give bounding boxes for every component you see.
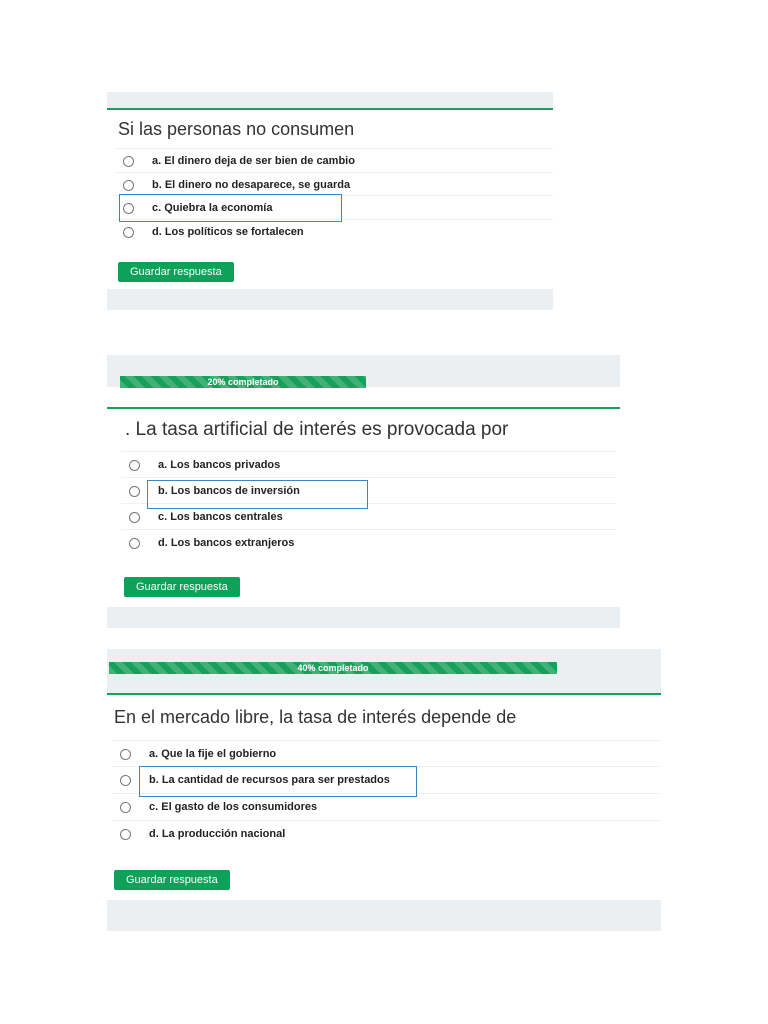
selected-answer-highlight — [139, 766, 417, 797]
accent-line — [107, 693, 661, 695]
option-label: a. Que la fije el gobierno — [149, 748, 277, 760]
radio-icon[interactable] — [129, 538, 140, 549]
save-answer-button[interactable]: Guardar respuesta — [114, 870, 230, 890]
radio-icon[interactable] — [120, 775, 131, 786]
option-d[interactable] — [112, 820, 661, 847]
progress-label: 20% completado — [207, 377, 279, 387]
progress-bar — [109, 662, 557, 674]
progress-bar — [120, 376, 366, 388]
selected-answer-highlight — [119, 194, 342, 222]
option-a[interactable] — [115, 148, 553, 173]
option-label: b. El dinero no desaparece, se guarda — [152, 179, 351, 191]
option-label: c. El gasto de los consumidores — [149, 801, 318, 813]
option-c[interactable] — [112, 793, 661, 820]
option-a[interactable] — [112, 740, 661, 767]
option-label: c. Quiebra la economía — [152, 202, 273, 214]
option-label: a. Los bancos privados — [158, 459, 281, 471]
option-label: c. Los bancos centrales — [158, 511, 283, 523]
radio-icon[interactable] — [129, 460, 140, 471]
radio-icon[interactable] — [123, 180, 134, 191]
progress-label: 40% completado — [297, 663, 369, 673]
accent-line — [107, 407, 620, 409]
footer-strip — [107, 900, 661, 931]
quiz-block-1 — [107, 92, 553, 310]
radio-icon[interactable] — [129, 512, 140, 523]
quiz-block-2 — [107, 355, 620, 628]
option-d[interactable] — [115, 219, 553, 244]
quiz-block-3 — [107, 649, 661, 931]
option-label: d. Los políticos se fortalecen — [152, 226, 304, 238]
footer-strip — [107, 607, 620, 628]
radio-icon[interactable] — [120, 802, 131, 813]
question-text: En el mercado libre, la tasa de interés depende de — [114, 707, 517, 727]
option-label: b. Los bancos de inversión — [158, 485, 300, 497]
option-label: a. El dinero deja de ser bien de cambio — [152, 155, 355, 167]
option-d[interactable] — [121, 529, 616, 556]
option-a[interactable] — [121, 451, 616, 478]
radio-icon[interactable] — [123, 156, 134, 167]
question-text: . La tasa artificial de interés es provocada por — [125, 419, 509, 440]
radio-icon[interactable] — [129, 486, 140, 497]
question-text: Si las personas no consumen — [118, 119, 355, 139]
selected-answer-highlight — [147, 480, 368, 509]
accent-line — [107, 108, 553, 110]
option-label: d. La producción nacional — [149, 828, 286, 840]
save-answer-button[interactable]: Guardar respuesta — [124, 577, 240, 597]
radio-icon[interactable] — [120, 749, 131, 760]
radio-icon[interactable] — [123, 227, 134, 238]
top-strip — [107, 92, 553, 108]
option-label: d. Los bancos extranjeros — [158, 537, 295, 549]
footer-strip — [107, 289, 553, 310]
radio-icon[interactable] — [120, 829, 131, 840]
save-answer-button[interactable]: Guardar respuesta — [118, 262, 234, 282]
option-label: b. La cantidad de recursos para ser prestados — [149, 774, 390, 786]
